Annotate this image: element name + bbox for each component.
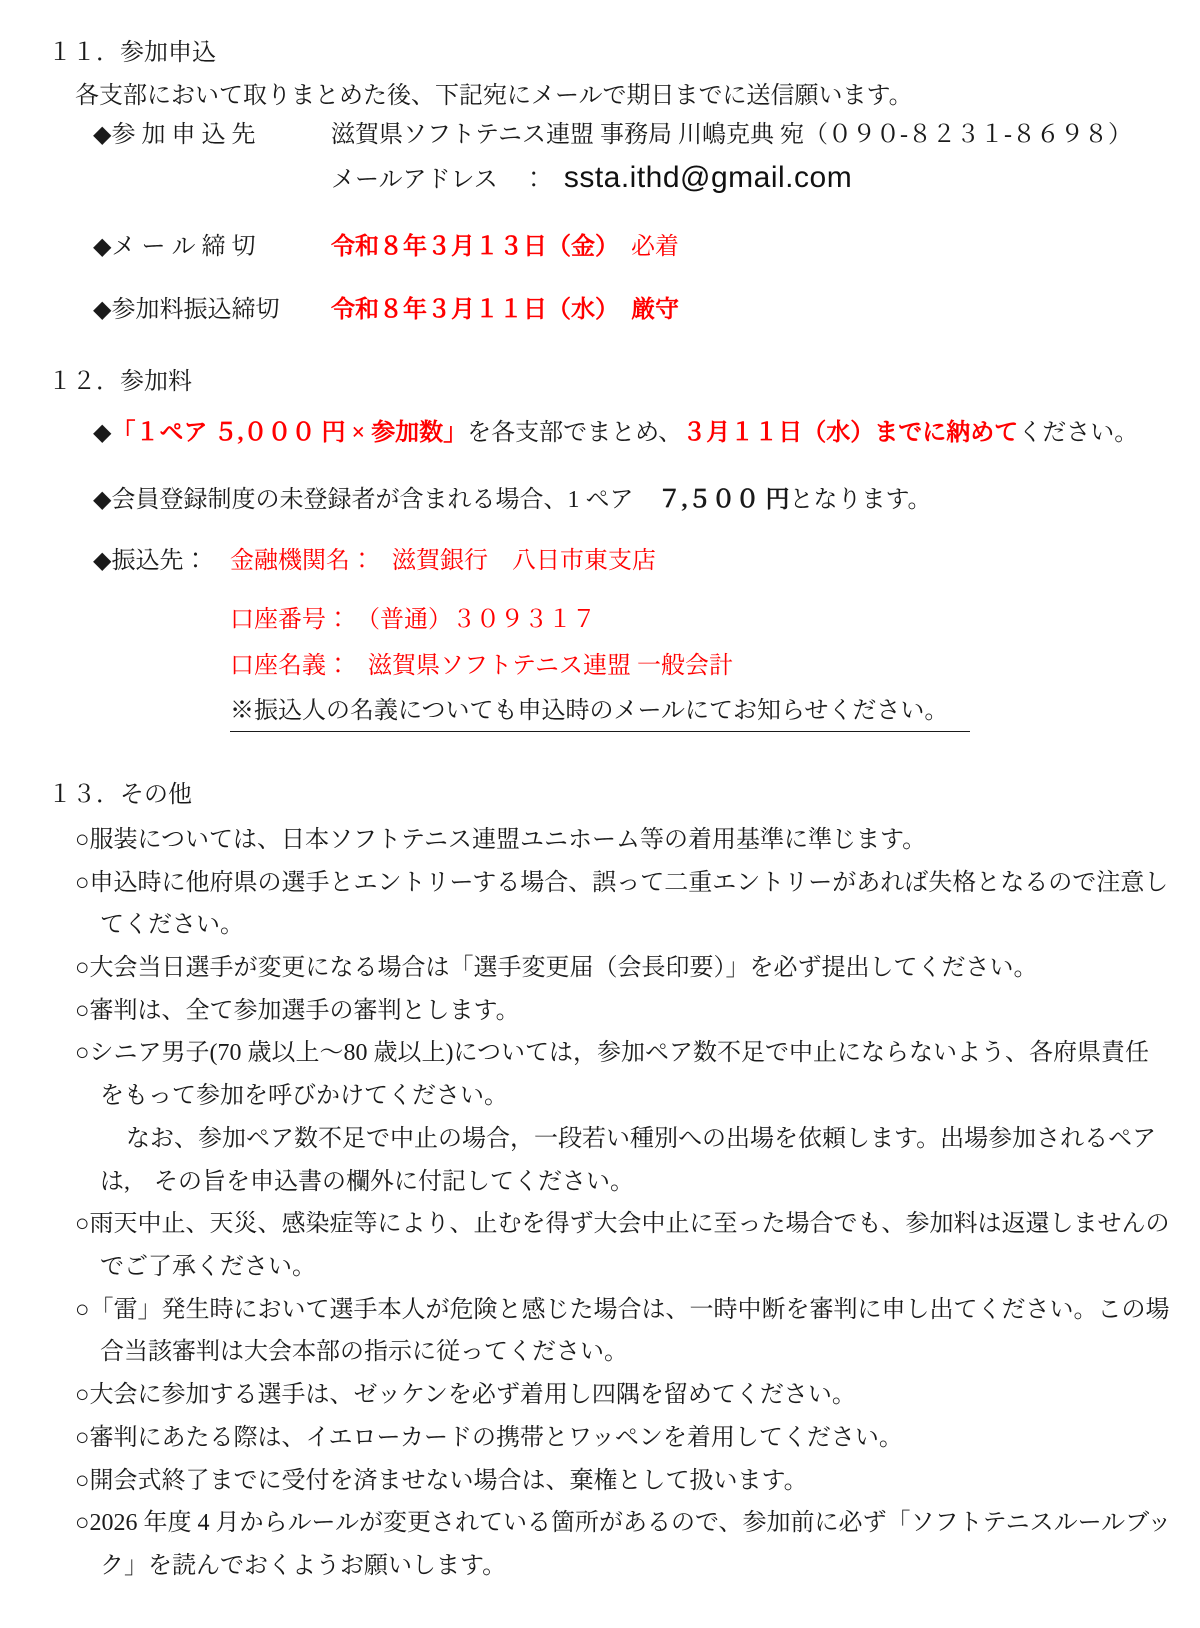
bank-name: 金融機関名 ： 滋賀銀行 八日市東支店	[230, 547, 656, 574]
list-item: ○雨天中止、天災、感染症等により、止むを得ず大会中止に至った場合でも、参加料は返還しませんのでご了承ください。	[75, 1211, 1170, 1281]
list-item: ○大会当日選手が変更になる場合は「選手変更届（会長印要）」を必ず提出してください。	[75, 955, 1038, 982]
apply-to-row	[48, 118, 1172, 200]
other-items-list	[48, 819, 1172, 1588]
transfer-label: ◆振込先：	[93, 547, 208, 574]
list-item-sub-note: なお、参加ペア数不足で中止の場合，一段若い種別への出場を依頼します。出場参加されるペアは, その旨を申込書の欄外に付記してください。	[100, 1125, 1157, 1195]
payment-deadline-date: 令和８年３月１１日（水）	[331, 296, 619, 323]
fee-line	[48, 416, 1172, 451]
unregistered-lead: ◆会員登録制度の未登録者が含まれる場合、1 ペア	[93, 487, 658, 514]
mail-deadline-note: 必着	[631, 233, 679, 260]
list-item: ○大会に参加する選手は、ゼッケンを必ず着用し四隅を留めてください。	[75, 1382, 856, 1409]
section-11-intro: 各支部において取りまとめた後、下記宛にメールで期日までに送信願います。	[75, 82, 913, 109]
fee-price: 「１ペア ５,０００ 円 × 参加数」	[111, 420, 468, 447]
section-11	[48, 36, 1172, 327]
email-line	[331, 156, 1172, 200]
transfer-note-row	[230, 694, 1172, 732]
mail-deadline-row	[48, 230, 1172, 265]
mail-deadline-label: ◆メ ー ル 締 切	[93, 233, 256, 260]
section-11-heading: １１．参加申込	[48, 40, 216, 66]
mail-deadline-date: 令和８年３月１３日（金）	[331, 233, 619, 260]
fee-deadline: ３月１１日（水）までに納めて	[682, 420, 1019, 447]
email-address: ssta.ithd@gmail.com	[563, 161, 853, 195]
transfer-note: ※振込人の名義についても申込時のメールにてお知らせください。	[230, 694, 970, 732]
section-13-heading: １３．その他	[48, 782, 192, 809]
payment-deadline-row	[48, 293, 1172, 328]
apply-to-label: ◆参 加 申 込 先	[93, 121, 256, 148]
list-item: ○「雷」発生時において選手本人が危険と感じた場合は、一時中断を審判に申し出てください。この場合当該審判は大会本部の指示に従ってください。	[75, 1296, 1170, 1366]
transfer-block	[48, 544, 1172, 732]
section-12-heading: １２．参加料	[48, 369, 192, 396]
list-item: ○服装については、日本ソフトテニス連盟ユニホーム等の着用基準に準じます。	[75, 826, 927, 853]
list-item: ○審判にあたる際は、イエローカードの携帯とワッペンを着用してください。	[75, 1424, 903, 1451]
account-name-row: 口座名義 ： 滋賀県ソフトテニス連盟 一般会計	[230, 653, 734, 680]
transfer-bank-row	[93, 544, 1172, 579]
list-item: ○審判は、全て参加選手の審判とします。	[75, 997, 520, 1024]
section-12	[48, 365, 1172, 732]
section-13	[48, 778, 1172, 1588]
unregistered-price: ７,５００ 円	[657, 487, 790, 514]
apply-to-value-block	[331, 118, 1172, 200]
account-number-row: 口座番号 ： （普通）３０９３１７	[230, 606, 596, 633]
unregistered-fee-line	[48, 483, 1172, 518]
fee-mid-text: を各支部でまとめ、	[467, 420, 683, 447]
payment-deadline-label: ◆参加料振込締切	[93, 296, 280, 323]
apply-to-value: 滋賀県ソフトテニス連盟 事務局 川嶋克典 宛（０９０-８２３１-８６９８）	[331, 121, 1133, 148]
list-item: ○申込時に他府県の選手とエントリーする場合、誤って二重エントリーがあれば失格となるので注意してください。	[75, 869, 1169, 939]
payment-deadline-value	[331, 293, 1172, 328]
list-item: ○開会式終了までに受付を済ませない場合は、棄権として扱います。	[75, 1467, 808, 1494]
mail-deadline-value	[331, 230, 1172, 265]
list-item: ○シニア男子(70 歳以上～80 歳以上)については，参加ペア数不足で中止にならないよう、各府県責任をもって参加を呼びかけてください。	[75, 1040, 1149, 1110]
fee-tail-text: ください。	[1018, 420, 1139, 447]
list-item: ○2026 年度 4 月からルールが変更されている箇所があるので、参加前に必ず「ソフトテニスルールブック」を読んでおくようお願いします。	[75, 1510, 1172, 1580]
unregistered-tail: となります。	[789, 487, 932, 514]
fee-bullet: ◆	[93, 420, 112, 447]
payment-deadline-note: 厳守	[631, 296, 679, 323]
email-label: メールアドレス ：	[331, 167, 546, 194]
